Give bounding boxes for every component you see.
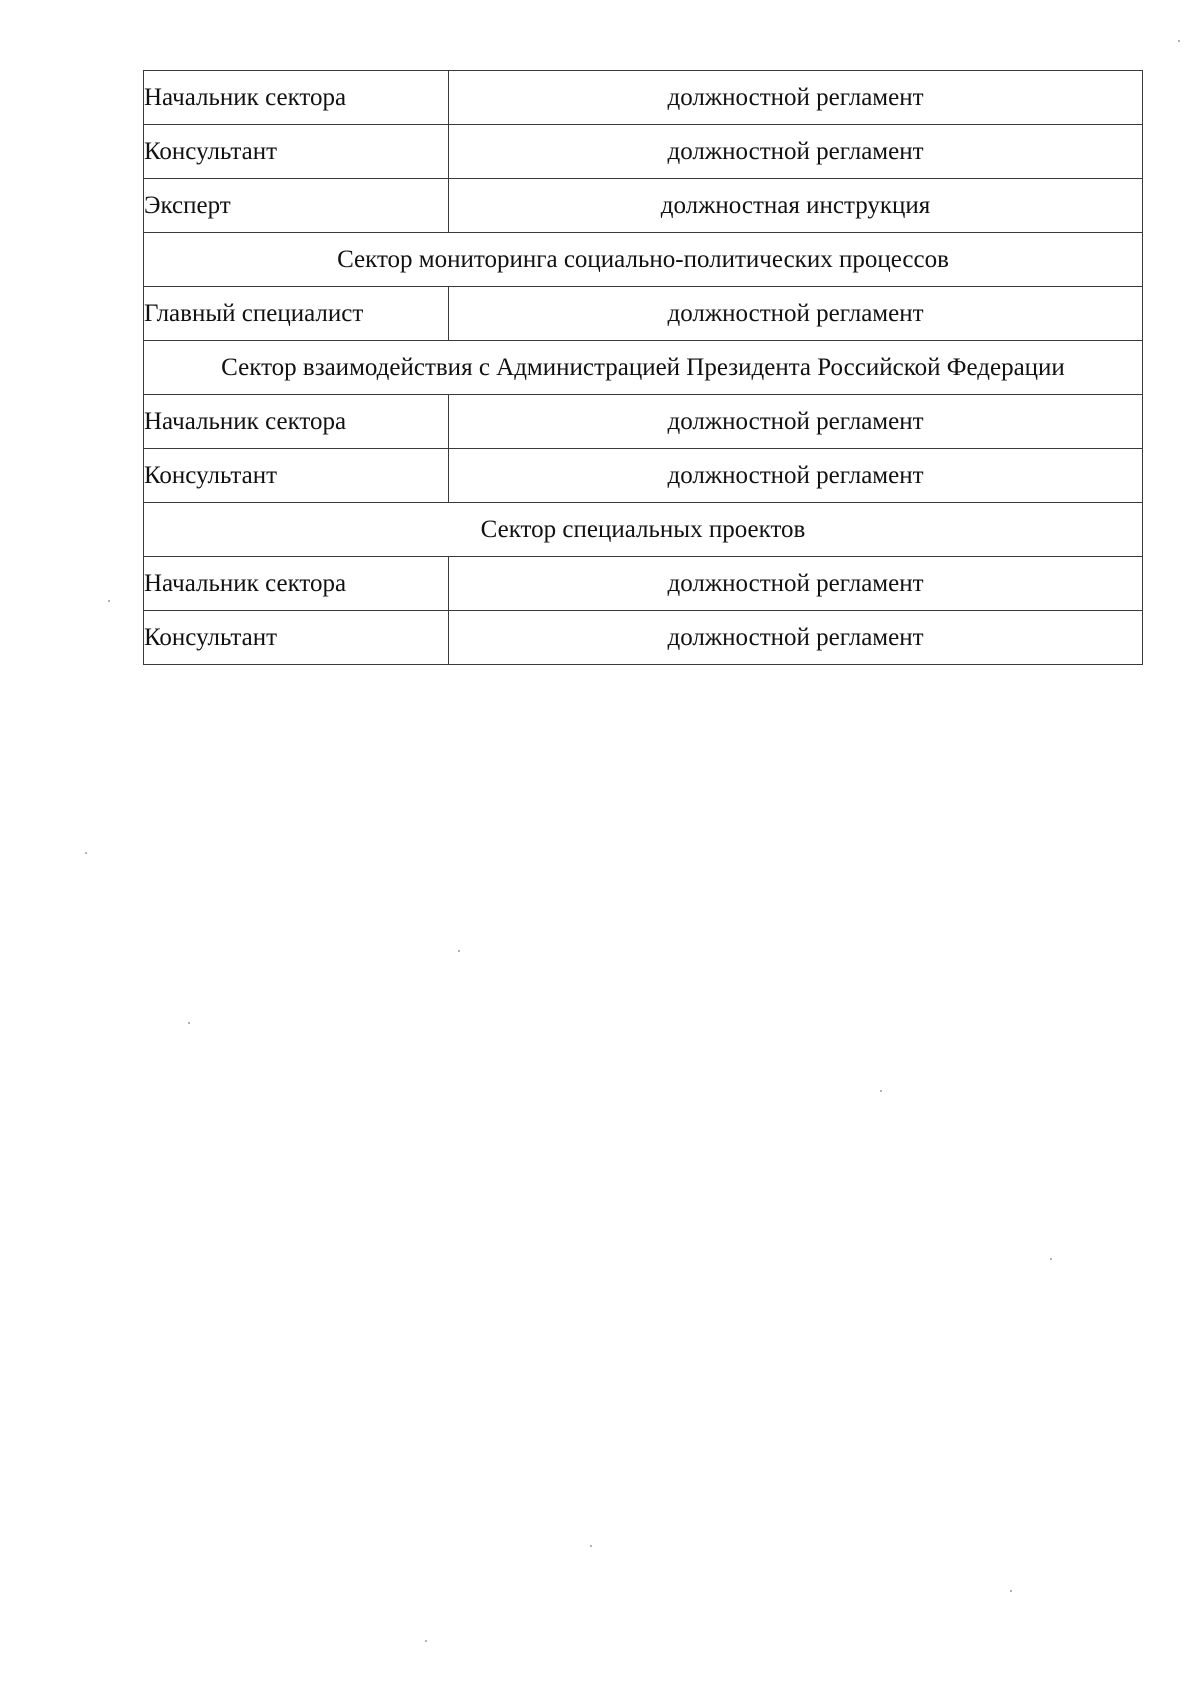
scan-speck	[1050, 1258, 1052, 1260]
scan-speck	[85, 852, 87, 854]
section-title: Сектор специальных проектов	[144, 503, 1143, 557]
section-row	[144, 503, 1143, 557]
section-title: Сектор мониторинга социально-политических процессов	[144, 233, 1143, 287]
table-row	[144, 395, 1143, 449]
position-cell: Начальник сектора	[144, 395, 449, 449]
document-cell: должностной регламент	[449, 557, 1143, 611]
position-cell: Эксперт	[144, 179, 449, 233]
table-row	[144, 125, 1143, 179]
section-row	[144, 341, 1143, 395]
position-cell: Начальник сектора	[144, 557, 449, 611]
table-row	[144, 71, 1143, 125]
scan-speck	[188, 1022, 190, 1024]
table-row	[144, 287, 1143, 341]
position-cell: Консультант	[144, 611, 449, 665]
position-cell: Начальник сектора	[144, 71, 449, 125]
scan-speck	[108, 600, 110, 602]
document-cell: должностной регламент	[449, 395, 1143, 449]
table-row	[144, 557, 1143, 611]
section-title: Сектор взаимодействия с Администрацией Президента Российской Федерации	[144, 341, 1143, 395]
document-cell: должностной регламент	[449, 125, 1143, 179]
scan-speck	[880, 1090, 882, 1092]
scan-speck	[458, 950, 460, 952]
document-cell: должностной регламент	[449, 611, 1143, 665]
document-cell: должностной регламент	[449, 449, 1143, 503]
scan-speck	[425, 1640, 427, 1642]
document-cell: должностная инструкция	[449, 179, 1143, 233]
table-row	[144, 179, 1143, 233]
position-cell: Консультант	[144, 449, 449, 503]
section-row	[144, 233, 1143, 287]
positions-table	[143, 70, 1143, 665]
position-cell: Консультант	[144, 125, 449, 179]
scan-speck	[590, 1545, 592, 1547]
table-row	[144, 611, 1143, 665]
position-cell: Главный специалист	[144, 287, 449, 341]
scan-speck	[1010, 1590, 1012, 1592]
table-row	[144, 449, 1143, 503]
scan-speck	[1178, 40, 1180, 42]
document-cell: должностной регламент	[449, 71, 1143, 125]
document-cell: должностной регламент	[449, 287, 1143, 341]
